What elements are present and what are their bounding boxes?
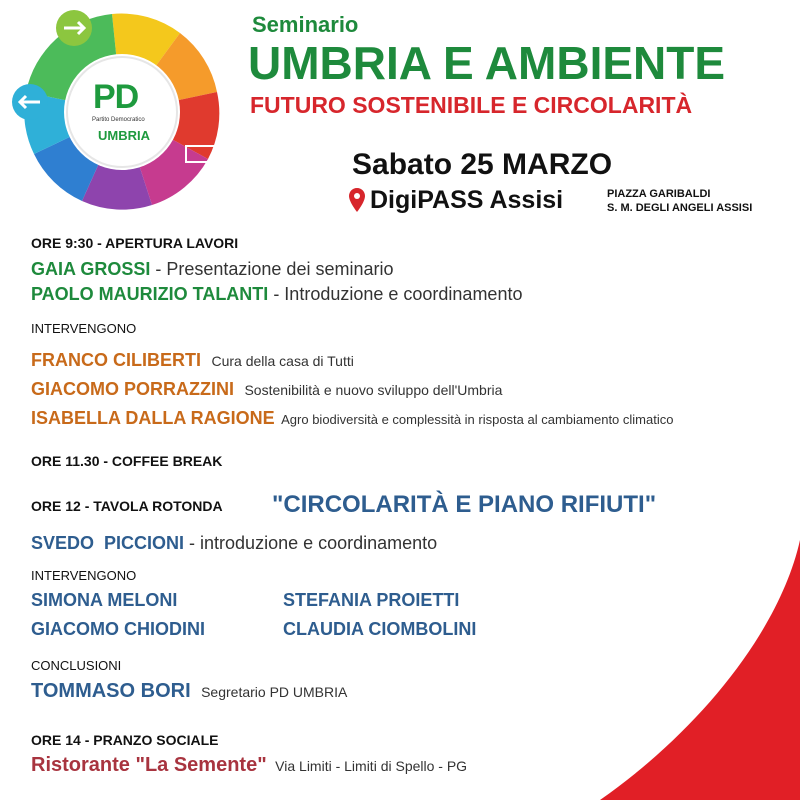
restaurant-row [31,754,467,777]
speaker-name: FRANCO CILIBERTI [31,350,201,370]
red-corner-swoosh [580,540,800,800]
panelist: GIACOMO CHIODINI [31,619,205,639]
speaker-name: TOMMASO BORI [31,680,191,702]
speaker-role: - introduzione e coordinamento [184,533,438,553]
speaker-role: Segretario PD UMBRIA [201,684,348,700]
logo-party-name: Partito Democratico [92,117,145,123]
venue-address-line2: S. M. DEGLI ANGELI ASSISI [607,202,753,214]
coffee-break: ORE 11.30 - COFFEE BREAK [31,453,223,469]
logo-brand-letters: PD [93,78,139,116]
roundtable-title: "CIRCOLARITÀ E PIANO RIFIUTI" [272,491,657,518]
logo-region: UMBRIA [98,128,150,143]
event-date: Sabato 25 MARZO [352,148,613,181]
conclusion-row [31,680,347,703]
opening-row-2 [31,284,522,305]
opening-time: ORE 9:30 - APERTURA LAVORI [31,235,239,251]
speaker-name: PAOLO MAURIZIO TALANTI [31,284,269,304]
speaker-role: - Introduzione e coordinamento [268,284,523,304]
opening-row-1 [31,259,393,280]
restaurant-address: Via Limiti - Limiti di Spello - PG [275,758,468,774]
roundtable-time: ORE 12 - TAVOLA ROTONDA [31,498,223,514]
conclusioni-label: CONCLUSIONI [31,658,122,673]
venue-address-line1: PIAZZA GARIBALDI [607,188,711,200]
talk-title: Sostenibilità e nuovo sviluppo dell'Umbria [244,382,503,398]
location-pin-icon [349,188,365,217]
page-subtitle: FUTURO SOSTENIBILE E CIRCOLARITÀ [250,92,693,118]
panelist: CLAUDIA CIOMBOLINI [283,619,477,639]
speaker-role: - Presentazione dei seminario [150,259,394,279]
pd-umbria-logo [0,0,240,225]
speaker-name: ISABELLA DALLA RAGIONE [31,408,275,428]
intervengono-label: INTERVENGONO [31,321,137,336]
talk-title: Agro biodiversità e complessità in risposta al cambiamento climatico [281,412,674,427]
speaker-name: GIACOMO PORRAZZINI [31,379,234,399]
speaker-row-2 [31,379,502,400]
seminar-kicker: Seminario [252,12,359,37]
speaker-row-1 [31,350,354,371]
event-venue: DigiPASS Assisi [370,186,564,214]
panelist: STEFANIA PROIETTI [283,590,460,610]
intervengono-label-2: INTERVENGONO [31,568,137,583]
speaker-name: GAIA GROSSI [31,259,151,279]
speaker-name: SVEDO PICCIONI [31,533,185,553]
lunch-time: ORE 14 - PRANZO SOCIALE [31,732,219,748]
speaker-row-3 [31,408,673,429]
restaurant-name: Ristorante "La Semente" [31,754,267,776]
moderator-row [31,533,437,554]
page-title: UMBRIA E AMBIENTE [248,37,726,89]
talk-title: Cura della casa di Tutti [211,353,354,369]
panelist: SIMONA MELONI [31,590,178,610]
